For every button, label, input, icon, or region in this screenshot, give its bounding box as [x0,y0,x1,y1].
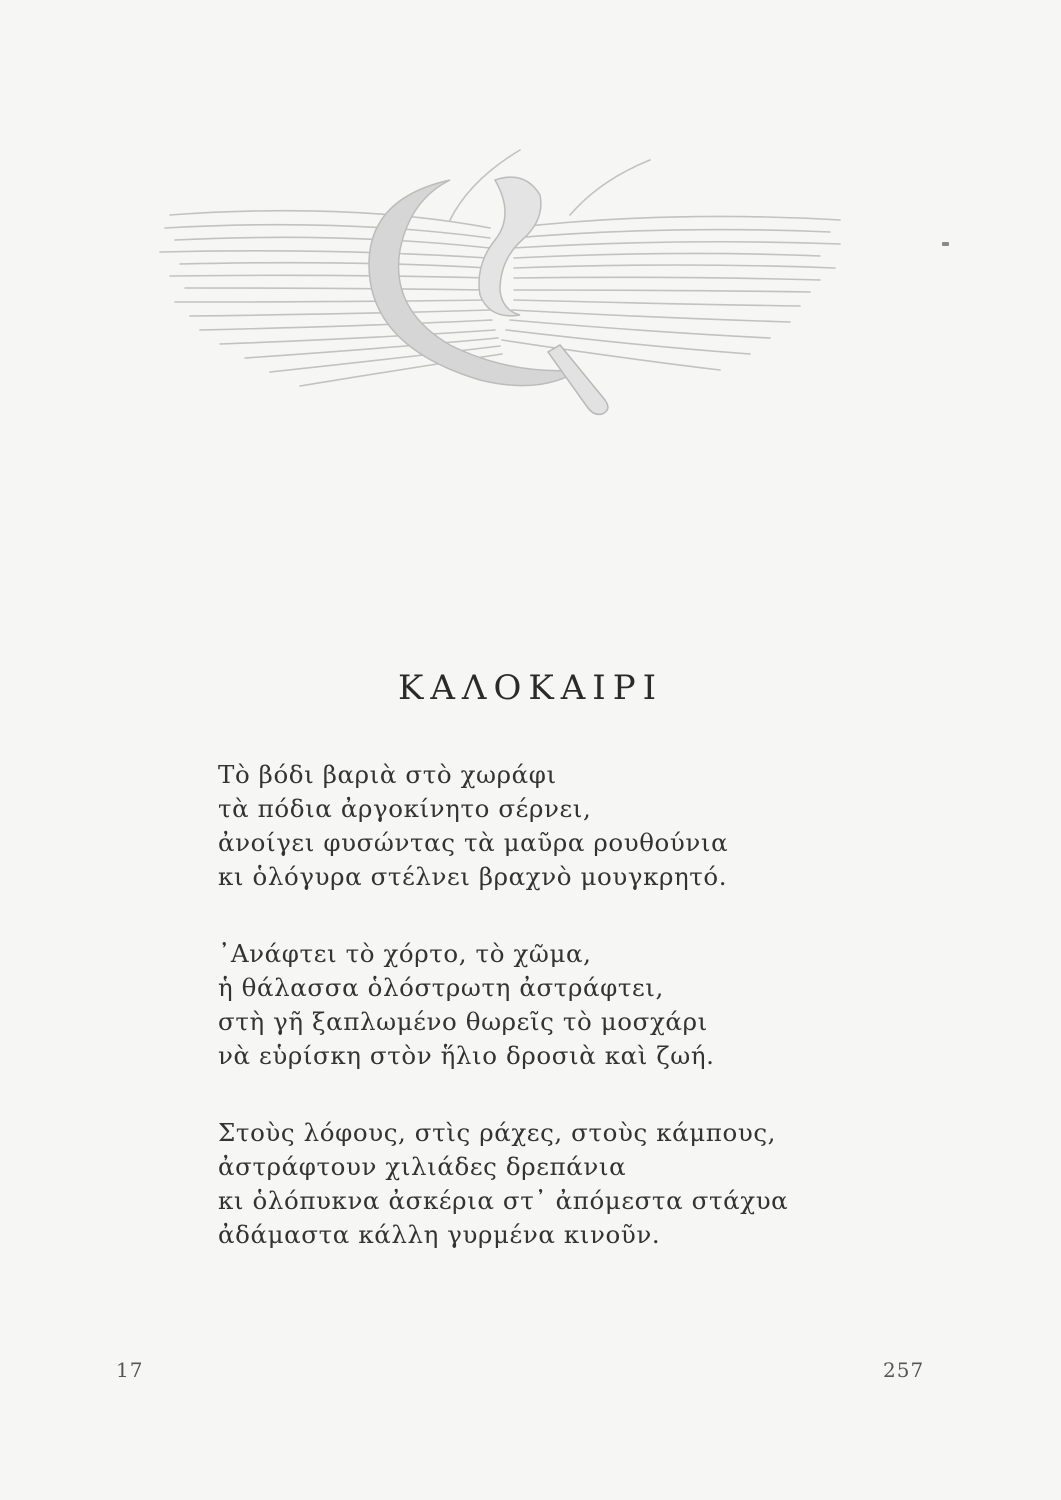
verse-line: κι ὁλόπυκνα ἀσκέρια στ᾿ ἀπόμεστα στάχυα [218,1186,789,1215]
page-number: 257 [883,1358,925,1382]
verse-line: κι ὁλόγυρα στέλνει βραχνὸ μουγκρητό. [218,862,728,891]
poem-body [218,758,838,1295]
verse-line: ἀδάμαστα κάλλη γυρμένα κινοῦν. [218,1220,661,1249]
verse-line: ἡ θάλασσα ὁλόστρωτη ἀστράφτει, [218,973,664,1002]
verse-line: τὰ πόδια ἀργοκίνητο σέρνει, [218,794,592,823]
stanza-3 [218,1116,838,1252]
verse-line: ἀνοίγει φυσώντας τὰ μαῦρα ρουθούνια [218,828,729,857]
ink-speck [942,242,949,246]
stanza-2 [218,937,838,1073]
signature-mark: 17 [116,1358,144,1382]
poem-title: ΚΑΛΟΚΑΙΡΙ [397,668,664,708]
wheat-sheaf-sickle-icon [150,140,850,430]
verse-line: Τὸ βόδι βαριὰ στὸ χωράφι [218,760,557,789]
verse-line: στὴ γῆ ξαπλωμένο θωρεῖς τὸ μοσχάρι [218,1007,708,1036]
stanza-1 [218,758,838,894]
verse-line: Στοὺς λόφους, στὶς ράχες, στοὺς κάμπους, [218,1118,777,1147]
verse-line: ἀστράφτουν χιλιάδες δρεπάνια [218,1152,627,1181]
verse-line: νὰ εὑρίσκη στὸν ἥλιο δροσιὰ καὶ ζωή. [218,1041,715,1070]
verse-line: ᾿Ανάφτει τὸ χόρτο, τὸ χῶμα, [218,939,592,968]
